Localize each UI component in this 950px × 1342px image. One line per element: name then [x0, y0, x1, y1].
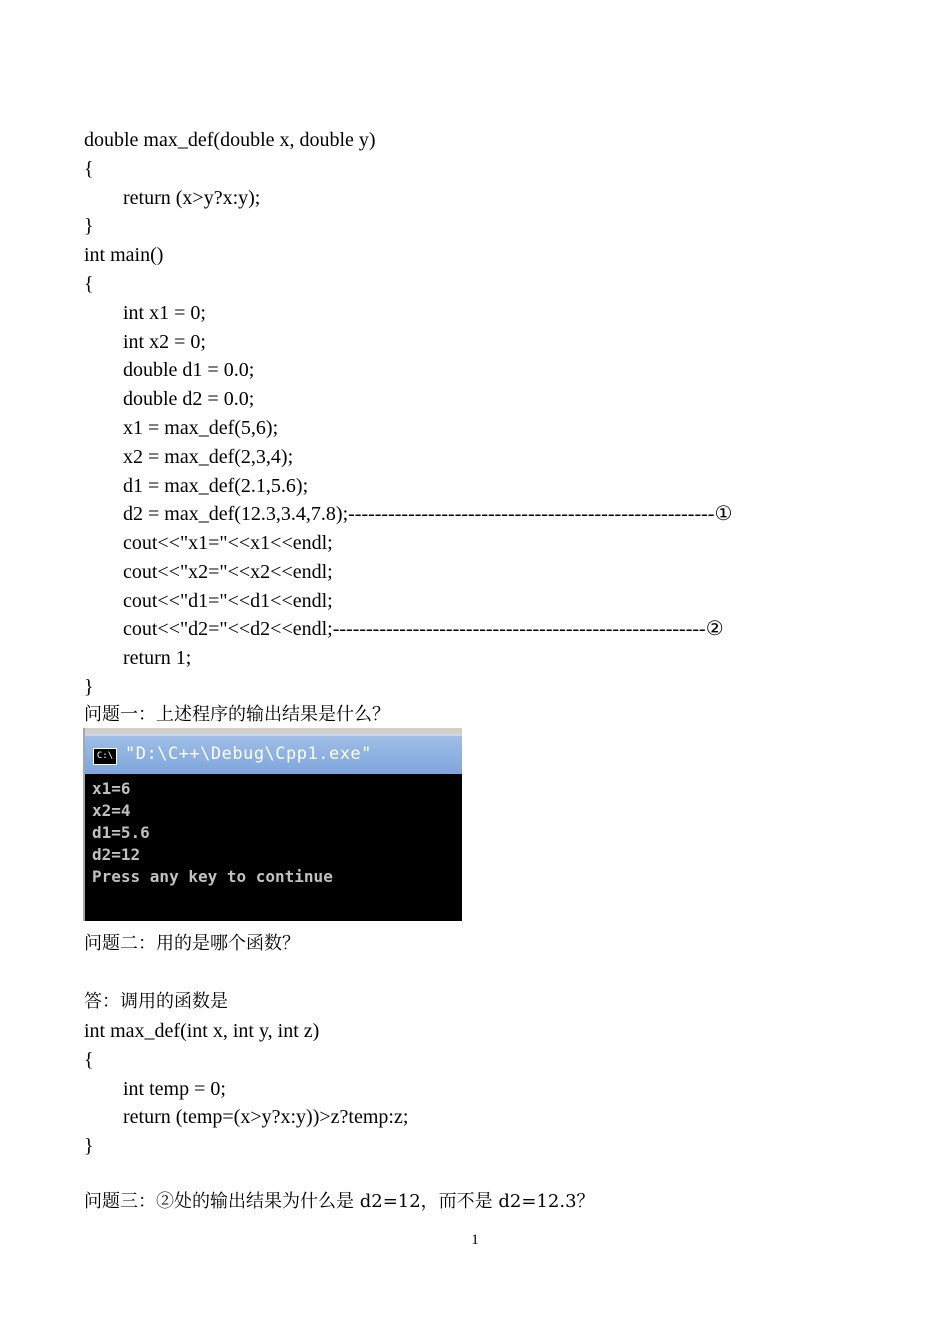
question-two: 问题二：用的是哪个函数？: [84, 933, 300, 954]
code-line: double d2 = 0.0;: [123, 388, 255, 410]
question-three: 问题三：②处的输出结果为什么是 d2=12，而不是 d2=12.3？: [84, 1191, 595, 1212]
answer-label: 答：调用的函数是: [84, 991, 228, 1012]
console-line: x1=6: [92, 779, 131, 798]
circled-marker-1: ①: [714, 503, 733, 525]
code-line: int main(): [84, 244, 164, 266]
console-title-bar: [85, 734, 462, 774]
code-line: {: [84, 273, 94, 295]
code-line: {: [84, 158, 94, 180]
code-line: int x1 = 0;: [123, 302, 206, 324]
code-line: {: [84, 1049, 94, 1071]
code-line: double d1 = 0.0;: [123, 359, 255, 381]
console-output-area: [85, 774, 462, 921]
code-line: int max_def(int x, int y, int z): [84, 1020, 320, 1042]
code-line-text: d2 = max_def(12.3,3.4,7.8);-------------------------------------------------------: [123, 503, 715, 525]
console-line: d2=12: [92, 845, 141, 864]
page-number: 1: [471, 1232, 479, 1248]
code-line: }: [84, 1135, 94, 1157]
code-line-marked: [123, 617, 724, 641]
console-line: d1=5.6: [92, 823, 150, 842]
console-title: "D:\C++\Debug\Cpp1.exe": [125, 744, 372, 764]
code-line-text: cout<<"d2="<<d2<<endl;--------------------------------------------------------: [123, 618, 706, 640]
code-line: int temp = 0;: [123, 1078, 226, 1100]
code-line: x2 = max_def(2,3,4);: [123, 446, 294, 468]
console-screenshot: [83, 728, 462, 921]
code-line: cout<<"x2="<<x2<<endl;: [123, 561, 333, 583]
question-one: 问题一：上述程序的输出结果是什么？: [84, 704, 390, 725]
circled-marker-2: ②: [705, 618, 724, 640]
console-line: Press any key to continue: [92, 867, 333, 886]
command-prompt-icon: C:\: [93, 748, 117, 765]
code-line: return 1;: [123, 647, 192, 669]
code-line: }: [84, 676, 94, 698]
code-line: d1 = max_def(2.1,5.6);: [123, 475, 309, 497]
code-line: double max_def(double x, double y): [84, 129, 376, 151]
code-line: }: [84, 215, 94, 237]
code-line: return (x>y?x:y);: [123, 187, 261, 209]
code-line-marked: [123, 502, 732, 526]
code-line: int x2 = 0;: [123, 331, 206, 353]
code-line: cout<<"x1="<<x1<<endl;: [123, 532, 333, 554]
code-line: x1 = max_def(5,6);: [123, 417, 279, 439]
code-line: cout<<"d1="<<d1<<endl;: [123, 590, 333, 612]
console-line: x2=4: [92, 801, 131, 820]
code-line: return (temp=(x>y?x:y))>z?temp:z;: [123, 1106, 409, 1128]
